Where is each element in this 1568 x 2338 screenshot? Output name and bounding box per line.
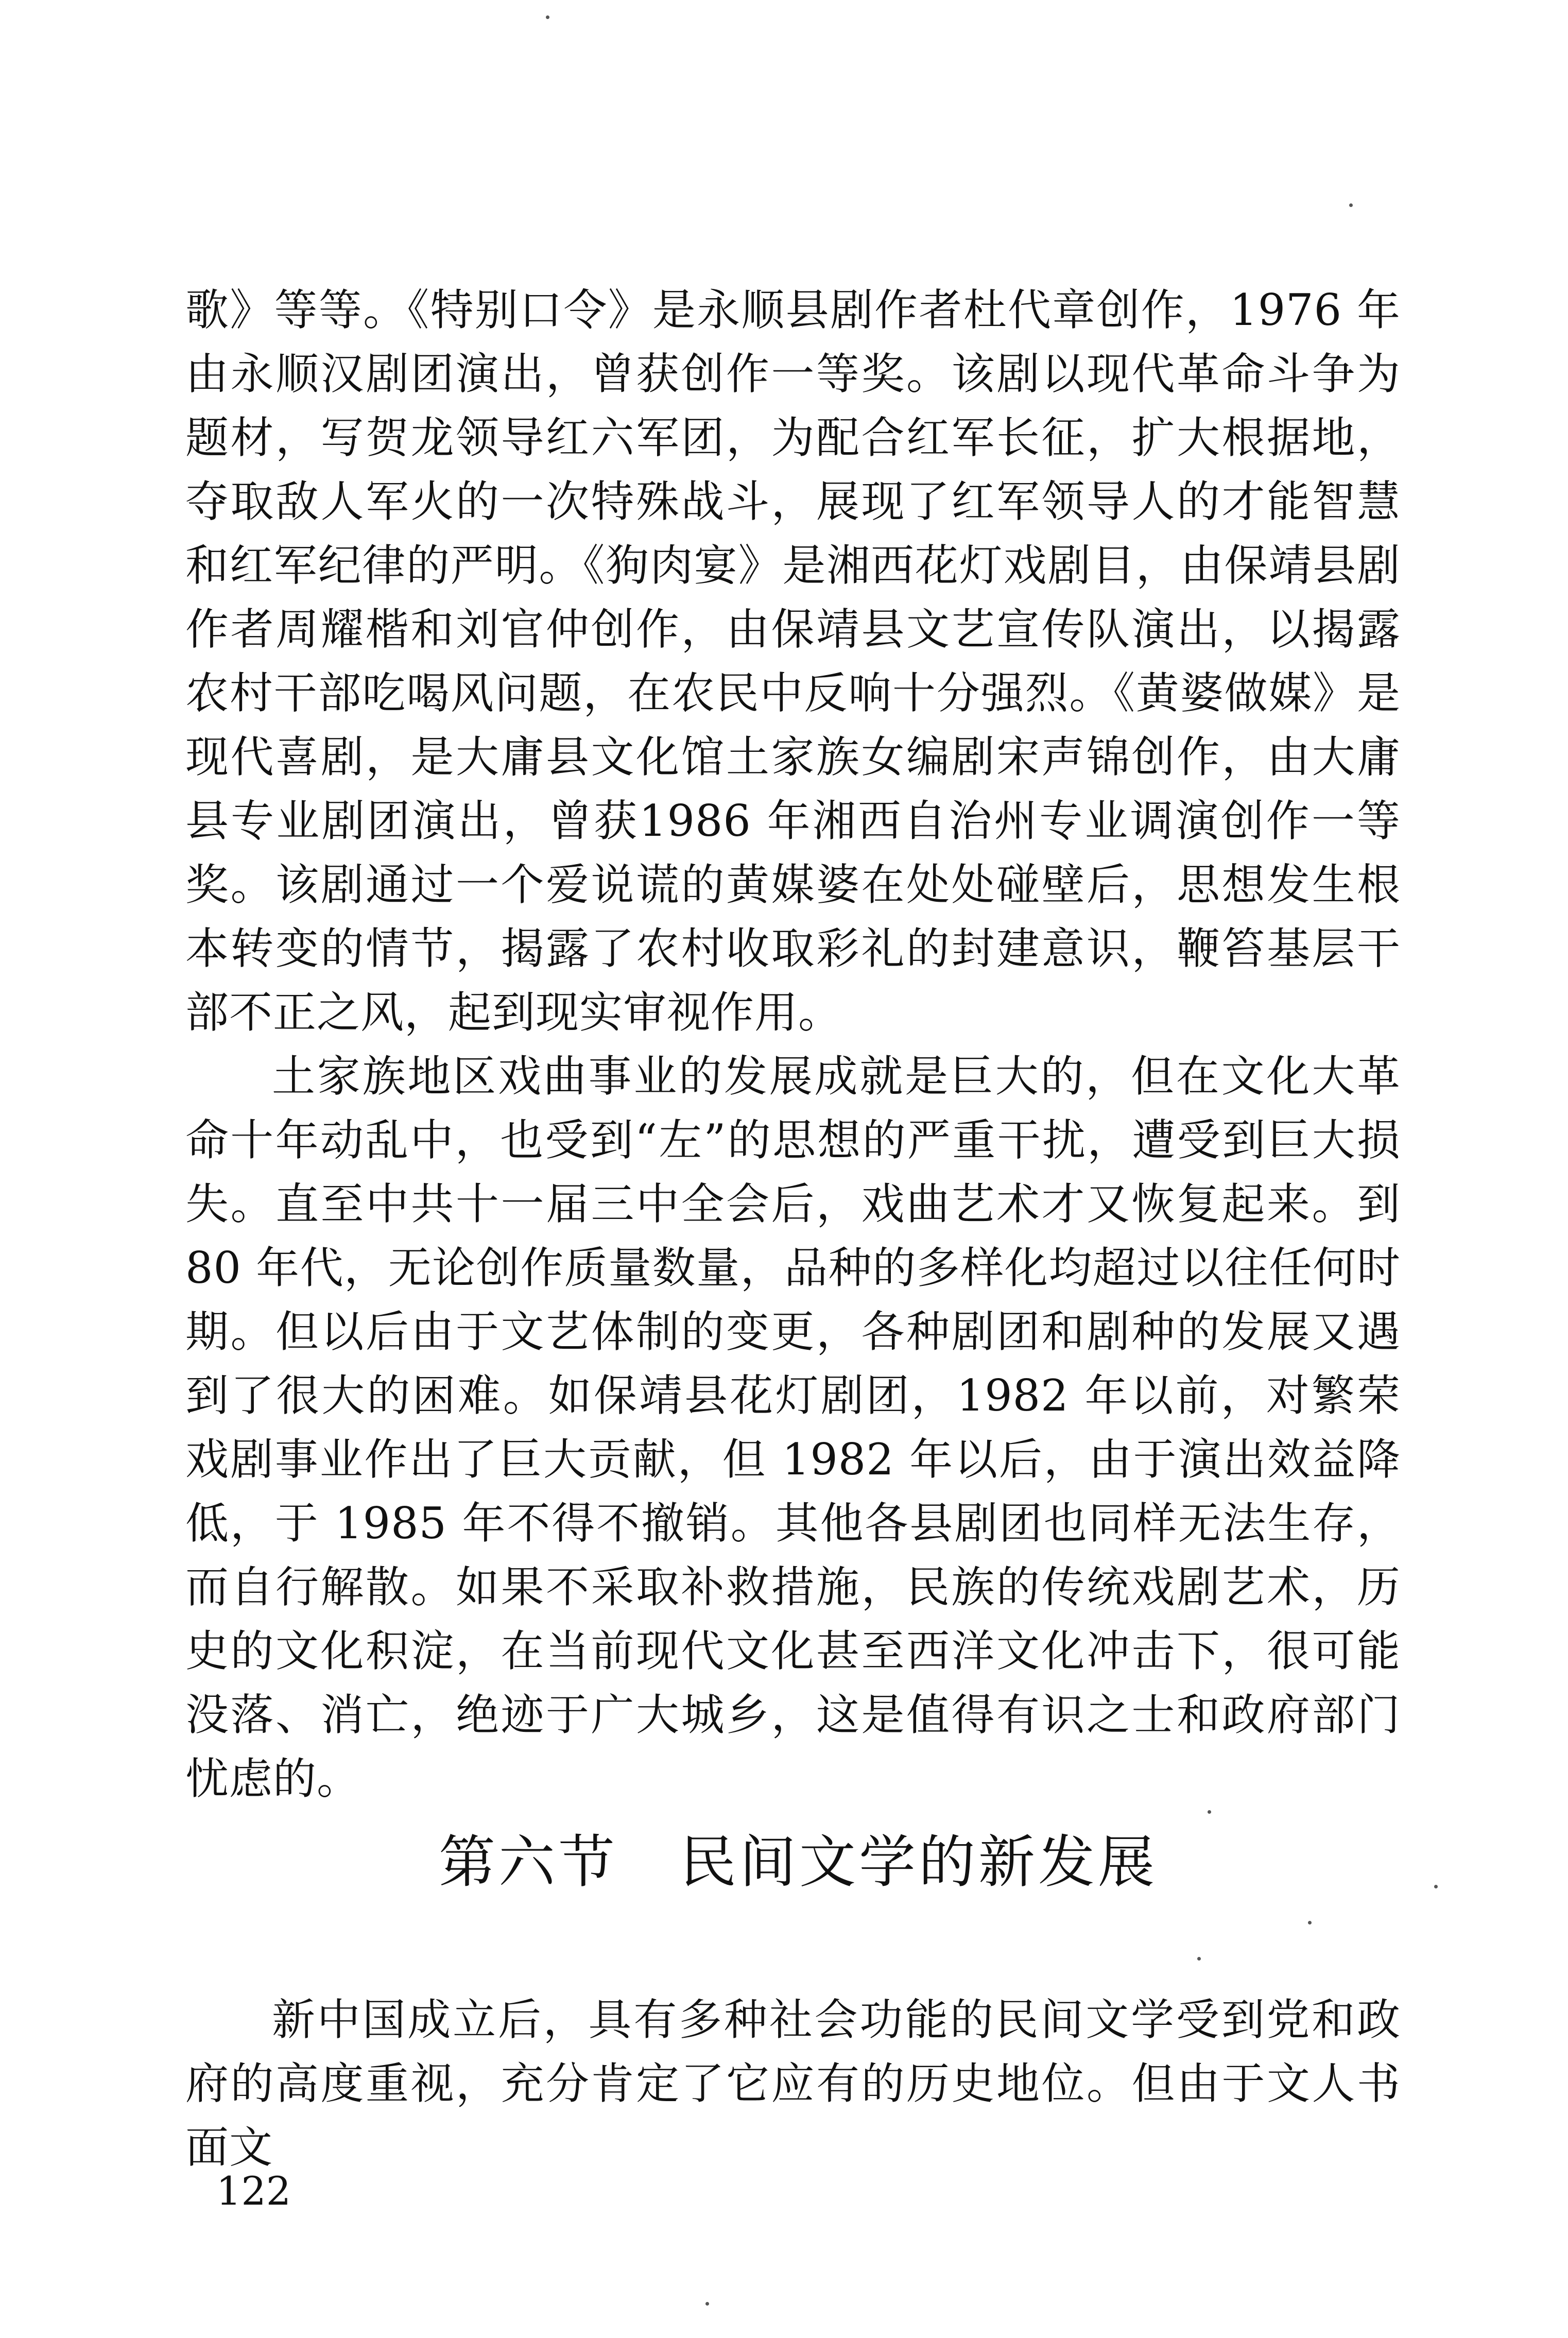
main-text-block — [185, 278, 1401, 1811]
section-number: 第六节 — [439, 1829, 618, 1896]
paragraph-opera-works: 歌》等等。《特别口令》是永顺县剧作者杜代章创作，1976 年由永顺汉剧团演出，曾获创作一等奖。该剧以现代革命斗争为题材，写贺龙领导红六军团，为配合红军长征，扩大根据地，夺取敌人军火的一次特殊战斗，展现了红军领导人的才能智慧和红军纪律的严明。《狗肉宴》是湘西花灯戏剧目，由保靖县剧作者周耀楷和刘官仲创作，由保靖县文艺宣传队演出，以揭露农村干部吃喝风问题，在农民中反响十分强烈。《黄婆做媒》是现代喜剧，是大庸县文化馆土家族女编剧宋声锦创作，由大庸县专业剧团演出，曾获1986 年湘西自治州专业调演创作一等奖。该剧通过一个爱说谎的黄媒婆在处处碰壁后，思想发生根本转变的情节，揭露了农村收取彩礼的封建意识，鞭笞基层干部不正之风，起到现实审视作用。 — [185, 285, 1401, 1038]
scan-speck — [1349, 203, 1353, 207]
scan-speck — [1308, 1921, 1312, 1924]
scan-speck — [1434, 1885, 1438, 1888]
scan-speck — [1197, 1957, 1201, 1961]
scan-speck — [1208, 1810, 1211, 1814]
scan-speck — [705, 2302, 709, 2306]
paragraph-folk-literature-intro: 新中国成立后，具有多种社会功能的民间文学受到党和政府的高度重视，充分肯定了它应有的历史地位。但由于文人书面文 — [185, 1995, 1401, 2173]
section-heading — [438, 1826, 1159, 1898]
section-title-text: 民间文学的新发展 — [680, 1829, 1158, 1896]
scan-speck — [546, 15, 549, 19]
paragraph-opera-development: 土家族地区戏曲事业的发展成就是巨大的，但在文化大革命十年动乱中，也受到“左”的思想的严重干扰，遭受到巨大损失。直至中共十一届三中全会后，戏曲艺术才又恢复起来。到 80 年代，无论创作质量数量，品种的多样化均超过以往任何时期。但以后由于文艺体制的变更，各种剧团和剧种的发展又遇到了很大的困难。如保靖县花灯剧团，1982 年以前，对繁荣戏剧事业作出了巨大贡献，但 1982 年以后，由于演出效益降低，于 1985 年不得不撤销。其他各县剧团也同样无法生存，而自行解散。如果不采取补救措施，民族的传统戏剧艺术，历史的文化积淀，在当前现代文化甚至西洋文化冲击下，很可能没落、消亡，绝迹于广大城乡，这是值得有识之士和政府部门忧虑的。 — [185, 1051, 1401, 1804]
page-number: 122 — [216, 2168, 291, 2214]
